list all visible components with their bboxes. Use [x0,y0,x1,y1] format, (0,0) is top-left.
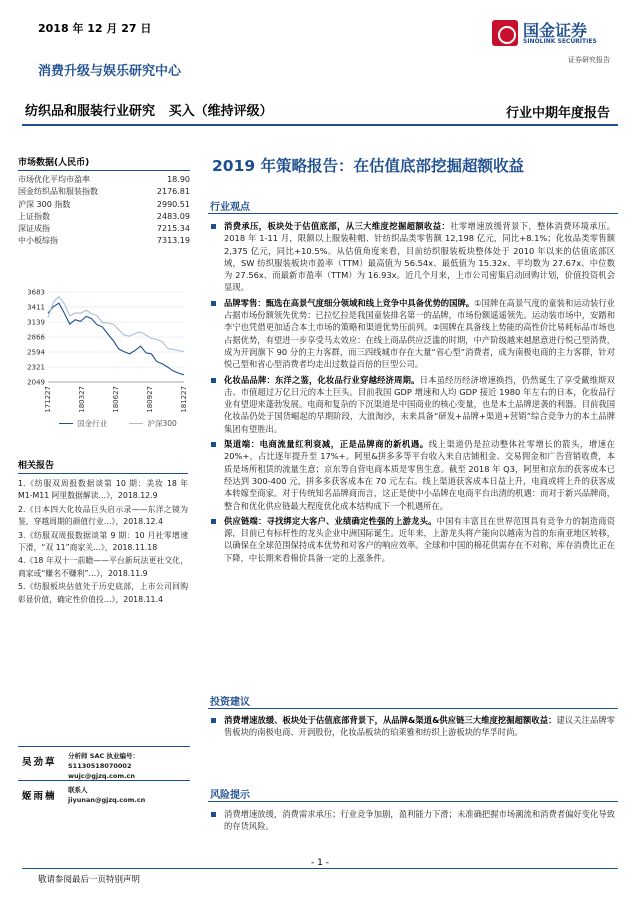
y-tick-label: 3411 [27,303,45,312]
section-title-views: 行业观点 [210,202,250,213]
y-tick-label: 2866 [27,333,45,342]
related-reports [18,458,188,607]
report-title: 2019 年策略报告：在估值底部挖掘超额收益 [212,157,525,175]
analyst-card-2 [18,780,190,810]
bullet-text: 线上渠道仍是拉动整体社零增长的箭头，增速在 20%+，占比逐年提升至 17%+。阿里&拼多多等平台收入来自店铺租金、交易佣金和广告营销收费，本质是场所租赁的流量生意；京东等自营电商本质是零售生意。截至 2018 年 Q3，阿里和京东的获客成本已经达到 300-400 元，拼多多获客成本在 70 元左右。线上渠道获客成本日益上升，电商或将上升的获客成本转嫁至商家。对于传统知名品牌商而言，这正是使中小品牌在电商平台出清的机遇：而对于新兴品牌商，整合和优化供应链最大程度优化成本结构成下一个机遇所在。 [224,439,615,511]
market-data-label: 沪深 300 指数 [18,199,71,209]
disclaimer-note: 敬请参阅最后一页特别声明 [38,875,141,885]
bullet-text: 日本虽经历经济增速换挡，仍然诞生了享受戴维斯双击、市值超过万亿日元的本土巨头。目前我国 GDP 增速和人均 GDP 接近 1980 年左右的日本，化妆品行业有望迎来蓬勃发展。电商和复杂的下沉渠道是中国商业的核心变量，也是本土品牌逆袭的利器。目前我国化妆品仍处于国货崛起的早期阶段，大浪淘沙，未来具备“研发+品牌+渠道+营销”综合竞争力的本土品牌集团有望胜出。 [224,374,615,434]
research-center: 消费升级与娱乐研究中心 [38,64,182,79]
contact-name: 姬雨楠 [22,791,57,802]
market-data-value: 2176.81 [156,187,190,197]
market-data-value: 2483.09 [156,211,190,221]
y-tick-label: 3139 [27,318,45,327]
x-tick-label: 180327 [78,386,86,413]
bullet-text: 消费增速放缓，消费需求承压；行业竞争加剧，盈利能力下滑；未准确把握市场潮流和消费者偏好变化导致的存货风险。 [224,809,615,832]
related-reports-title: 相关报告 [18,458,188,474]
bullet-text: 社零增速放缓背景下，整体消费环境承压。2018 年 1-11 月，限额以上服装鞋帽、针纺织品类零售额 12,198 亿元，同比+8.1%；化妆品类零售额 2,375 亿元，同比+10.5%。从估值角度来看，目前纺织服装板块整体处于 2010 年以来的估值底部区域，SW 纺织服装板块市盈率（TTM）最高值为 56.54x、最低值为 15.32x、平均数为 27.67x、中位数为 27.56x、而最新市盈率（TTM）为 16.93x。近几个月来，上市公司密集启动回购计划，价值投资机会显现。 [224,221,615,293]
header-divider [22,124,618,126]
bullet-text: ①国牌在高景气度的童装和运动装行业占据市场份额领先优势：已拉忆拉是我国童装排名第一的品牌，市场份额遥遥领先。运动装市场中，安踏和李宁也凭借更加适合本土市场的策略和渠道优势压前列。②国牌在具备线上势能的高性价比易耗标品市场也占据优势，有望进一步享受马太效应：在线上商品供应泛滥的时期，中产阶级越来越愿意进行悦己型消费，成为开润旗下 90 分的主力客群，而三四线城市存在大量“省心型”消费者，成为南极电商的主力客群，针对悦己型和省心型消费者均走出过数益百倍的巨型公司。 [224,297,615,370]
bullet-paragraph [210,714,615,739]
contact-info [68,785,145,805]
logo-chinese-name: 国金证券 [523,21,588,40]
industry-rating-headline: 纺织品和服装行业研究 买入（维持评级） [25,104,273,119]
section-title-advice: 投资建议 [210,697,250,708]
bullet-lead: 供应链端：寻找绑定大客户、业绩确定性强的上游龙头。 [224,515,437,526]
y-tick-label: 2049 [27,378,45,387]
bullet-lead: 消费增速放缓、板块处于估值底部背景下，从品牌&渠道&供应链三大维度挖掘超额收益： [224,715,557,725]
report-date: 2018 年 12 月 27 日 [38,22,152,35]
related-report-item[interactable]: 3.《纺服双周报数据谈第 9 期：10 月社零增速下滑，“双 11”商家关…》，2018.11.18 [18,530,188,553]
legend-item-industry [59,418,107,429]
company-logo [492,18,610,52]
industry-views-list [210,220,615,567]
related-report-item[interactable]: 2.《日本四大化妆品巨头启示录——东洋之镜为鉴，穿越周期的颜值行业…》，2018.12.4 [18,504,188,527]
x-tick-label: 180927 [146,386,154,413]
section-divider-views [208,213,618,214]
analyst-info [68,751,190,781]
x-tick-label: 180627 [112,386,120,413]
index-chart-svg [18,288,190,418]
market-data-row [18,223,190,235]
bullet-paragraph [210,220,615,294]
related-report-item[interactable]: 5.《纺服板块估值处于历史底部，上市公司回购彰显价值，确定性价值投…》，2018.11.4 [18,582,188,604]
report-category: 证券研究报告 [568,56,610,64]
legend-swatch-csi300 [129,423,143,424]
logo-mark-icon [492,20,518,46]
market-data-row [18,186,190,198]
bullet-paragraph [210,808,615,833]
market-data-table [18,174,190,248]
market-data-label: 中小板综指 [18,236,58,246]
bullet-text: 中国有丰富且在世界范围具有竞争力的制造商资源，目前已有标杆性的龙头企业中洲国际诞生。近年来，上游龙头将产能向以越南为首的东南亚地区转移，以确保在全球范围保持成本优势和对客户的响应效率。全球和中国的棉花供需存在不对称，库存消费比正在下降，中长期来看棉价具备一定的上涨条件。 [224,515,615,563]
series-line-csi300 [48,297,184,352]
bullet-paragraph [210,297,615,371]
bullet-lead: 品牌零售：甄选在高景气度细分领域和线上竞争中具备优势的国牌。 [224,297,475,308]
x-tick-label: 171227 [44,386,52,413]
index-chart [18,288,190,434]
footer-divider [22,868,618,869]
market-data-panel [18,155,190,248]
bullet-paragraph [210,515,615,564]
investment-advice-list [210,714,615,742]
market-data-value: 7215.34 [156,224,190,234]
section-divider-risk [208,801,618,802]
risk-warning-list [210,808,615,836]
legend-label-csi300: 沪深300 [147,419,177,428]
bullet-paragraph [210,374,615,435]
market-data-row [18,211,190,223]
related-reports-list [18,478,188,606]
market-data-label: 市场优化平均市盈率 [18,175,90,184]
market-data-label: 深证成指 [18,224,50,234]
bullet-lead: 渠道端：电商流量红利衰减，正是品牌商的新机遇。 [224,439,429,450]
analyst-card-1 [18,746,190,780]
market-data-label: 国金纺织品和服装指数 [18,187,98,197]
market-data-value: 2990.51 [156,199,190,209]
report-type: 行业中期年度报告 [505,106,610,121]
bullet-lead: 化妆品品牌：东洋之鉴，化妆品行业穿越经济周期。 [224,374,420,385]
market-data-row [18,174,190,186]
logo-english-name: SINOLINK SECURITIES [523,38,597,45]
market-data-title: 市场数据(人民币) [18,155,190,171]
contact-email[interactable]: jiyunan@gjzq.com.cn [68,796,146,804]
market-data-label: 上证指数 [18,211,50,221]
y-tick-label: 2321 [27,363,45,372]
analyst-role: 分析师 SAC 执业编号：S1130518070002 [68,752,140,770]
legend-item-csi300 [129,418,176,429]
market-data-value: 7313.19 [156,236,190,246]
analyst-name: 吴劲草 [22,757,57,768]
page-number: - 1 - [311,858,329,868]
related-report-item[interactable]: 1.《纺服双周报数据谈第 10 期：美妆 18 年 M1-M11 阿里数据解读…》，2018.12.9 [18,479,188,501]
section-title-risk: 风险提示 [210,790,250,801]
x-tick-label: 181227 [180,386,188,413]
contact-role: 联系人 [68,786,88,794]
legend-label-industry: 国金行业 [77,419,108,428]
related-report-item[interactable]: 4.《18 年双十一前瞻——平台新玩法更社交化，商家或“赚名不赚利”…》，2018.11.9 [18,556,188,578]
market-data-value: 18.90 [167,175,190,184]
analyst-email[interactable]: wujc@gjzq.com.cn [68,772,136,780]
bullet-paragraph [210,438,615,512]
y-tick-label: 3683 [27,288,45,297]
market-data-row [18,235,190,247]
chart-legend [48,418,188,429]
section-divider-advice [208,708,618,709]
bullet-lead: 消费承压，板块处于估值底部，从三大维度挖掘超额收益： [224,221,451,231]
bullet-text: 建议关注品牌零售板块的南极电商、开润股份，化妆品板块的珀莱雅和纺织上游板块的华孚时尚。 [224,715,615,738]
y-tick-label: 2594 [27,348,45,357]
market-data-row [18,199,190,211]
legend-swatch-industry [59,423,73,424]
